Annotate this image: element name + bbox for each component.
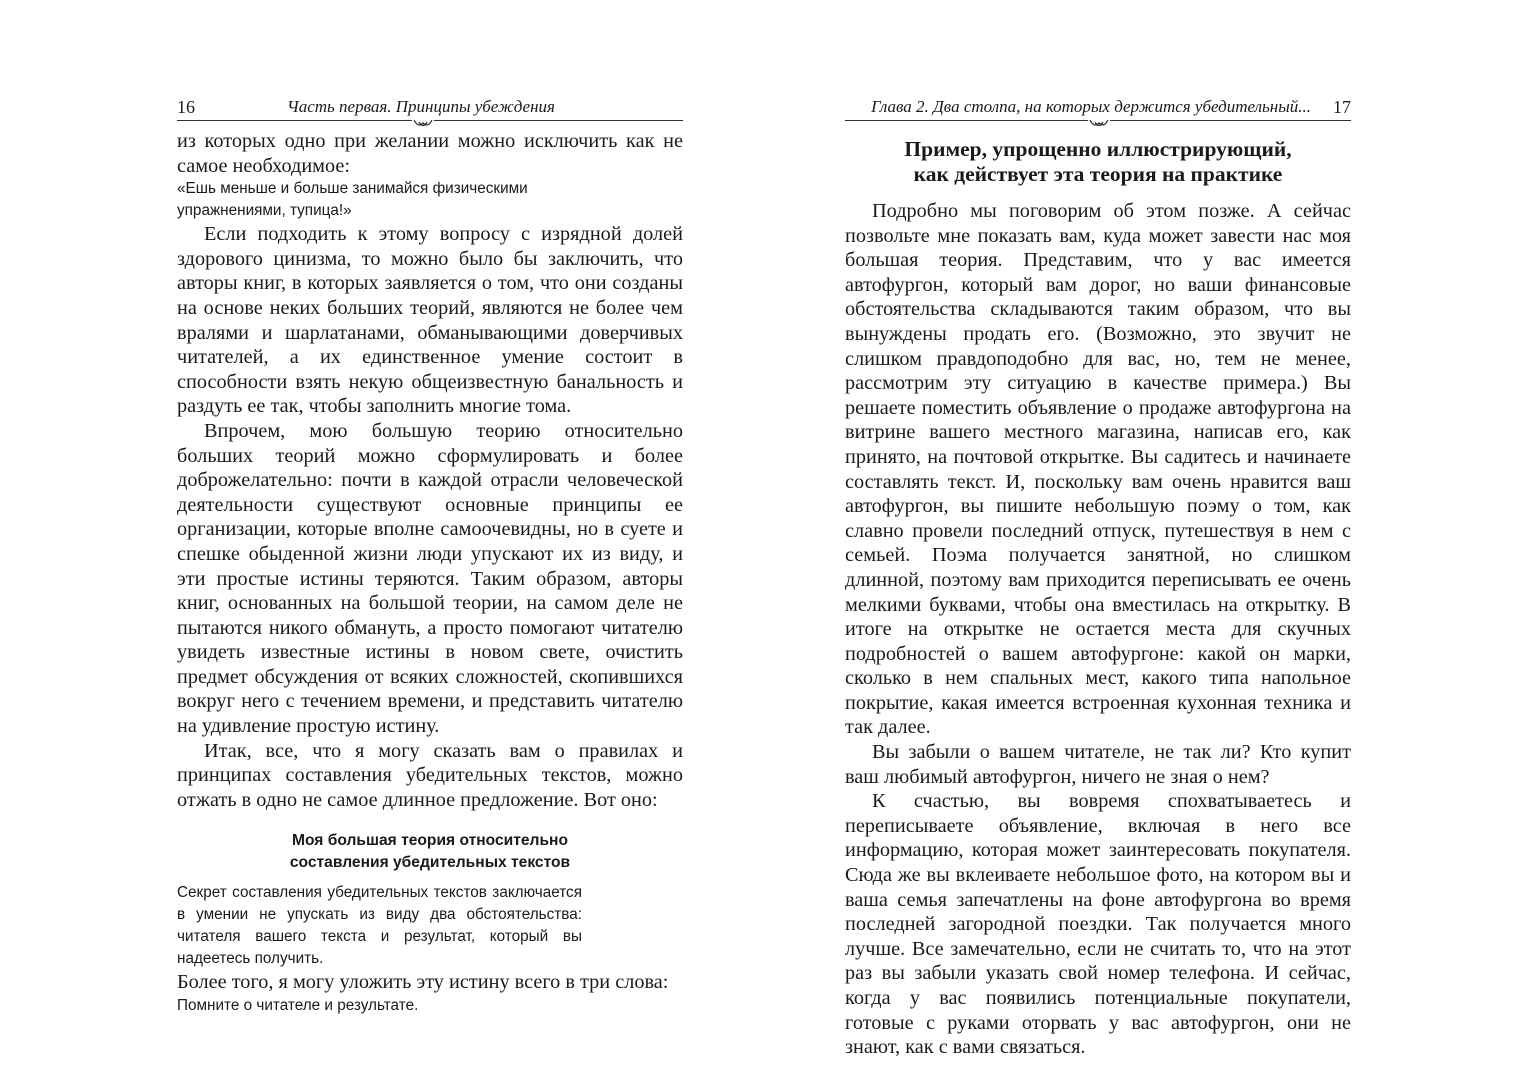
paragraph: К счастью, вы вовремя спохватываетесь и переписываете объявление, включая в него все информацию, которая может заинтересовать покупателя. Сюда же вы вклеиваете небольшое фото, на котором вы и ваша семья запечатлены на фоне автофургона во время последней загородной поездки. Так получается много лучше. Все замечательно, если не считать то, что на этот раз вы забыли указать свой номер телефона. И сейчас, когда у вас появились потенциальные покупатели, готовые с руками оторвать у вас автофургон, они не знают, как с вами связаться. bbox=[845, 790, 1351, 1059]
paragraph: Итак, все, что я могу сказать вам о правилах и принципах составления убедительных текстов, можно отжать в одно не самое длинное предложение. Вот оно: bbox=[177, 739, 683, 811]
paragraph: Впрочем, мою большую теорию относительно больших теорий можно сформулировать и более доброжелательно: почти в каждой отрасли человеческой деятельности существуют основные принципы ее организации, которые вполне самоочевидны, но в суете и спешке обыденной жизни люди упускают их из виду, и эти простые истины теряются. Таким образом, авторы книг, основанных на большой теории, на самом деле не пытаются никого обмануть, а просто помогают читателю увидеть известные истины в новом свете, очистить предмет обсуждения от всяких сложностей, скопившихся вокруг него с течением времени, и представить читателю на удивление простую истину. bbox=[177, 419, 683, 738]
theory-title-line: составления убедительных текстов bbox=[289, 854, 571, 872]
heading-line: как действует эта теория на практике bbox=[913, 162, 1283, 186]
paragraph: Вы забыли о вашем читателе, не так ли? Кто купит ваш любимый автофургон, ничего не зная о нем? bbox=[845, 741, 1351, 788]
left-running-head bbox=[177, 94, 683, 121]
theory-title-line: Моя большая теория относительно bbox=[292, 832, 568, 850]
page-number: 17 bbox=[1333, 97, 1351, 117]
paragraph: из которых одно при желании можно исключить как не самое необходимое: bbox=[177, 130, 683, 177]
theory-box-text: Секрет составления убедительных текстов заключается в умении не упускать из виду два обстоятельства: читателя вашего текста и результат, который вы надеетесь получить. bbox=[177, 884, 582, 968]
page-number: 16 bbox=[177, 97, 195, 117]
paragraph: Если подходить к этому вопросу с изрядной долей здорового цинизма, то можно было бы заключить, что авторы книг, в которых заявляется о том, что они созданы на основе неких больших теорий, являются не более чем вралями и шарлатанами, обманывающими доверчивых читателей, а их единственное умение состоит в способности взять некую общеизвестную банальность и раздуть ее так, чтобы заполнить многие тома. bbox=[177, 223, 683, 418]
left-page-body bbox=[177, 129, 683, 1017]
running-head-title: Глава 2. Два столпа, на которых держится убедительный... bbox=[871, 97, 1311, 116]
heading-line: Пример, упрощенно иллюстрирующий, bbox=[904, 137, 1292, 161]
section-heading bbox=[845, 137, 1351, 187]
ornament-icon bbox=[1088, 119, 1110, 129]
right-running-head bbox=[845, 94, 1351, 121]
right-page-body bbox=[845, 137, 1351, 1060]
quote: «Ешь меньше и больше занимайся физическими упражнениями, тупица!» bbox=[177, 180, 528, 220]
paragraph: Подробно мы поговорим об этом позже. А сейчас позвольте мне показать вам, куда может завести нас моя большая теория. Представим, что у вас имеется автофургон, который вам дорог, но ваши финансовые обстоятельства складываются таким образом, что вы вынуждены продать его. (Возможно, это звучит не слишком правдоподобно для вас, но, тем не менее, рассмотрим эту ситуацию в качестве примера.) Вы решаете поместить объявление о продаже автофургона на витрине вашего местного магазина, написав его, как принято, на почтовой открытке. Вы садитесь и начинаете составлять текст. И, поскольку вам очень нравится ваш автофургон, вы пишите небольшую поэму о том, как славно провели последний отпуск, путешествуя в нем с семьей. Поэма получается занятной, но слишком длинной, поэтому вам приходится переписывать ее очень мелкими буквами, чтобы она вместилась на открытку. В итоге на открытке не остается места для скучных подробностей о вашем автофургоне: какой он марки, сколько в нем спальных мест, какого типа напольное покрытие, какая имеется встроенная кухонная техника и так далее. bbox=[845, 200, 1351, 739]
three-word-rule: Помните о читателе и результате. bbox=[177, 997, 419, 1015]
closing-line: Более того, я могу уложить эту истину всего в три слова: bbox=[177, 971, 669, 994]
theory-box-title bbox=[177, 830, 683, 874]
right-page bbox=[845, 94, 1351, 1060]
left-page bbox=[177, 94, 683, 1017]
ornament-icon bbox=[412, 119, 434, 129]
running-head-title: Часть первая. Принципы убеждения bbox=[287, 97, 555, 116]
